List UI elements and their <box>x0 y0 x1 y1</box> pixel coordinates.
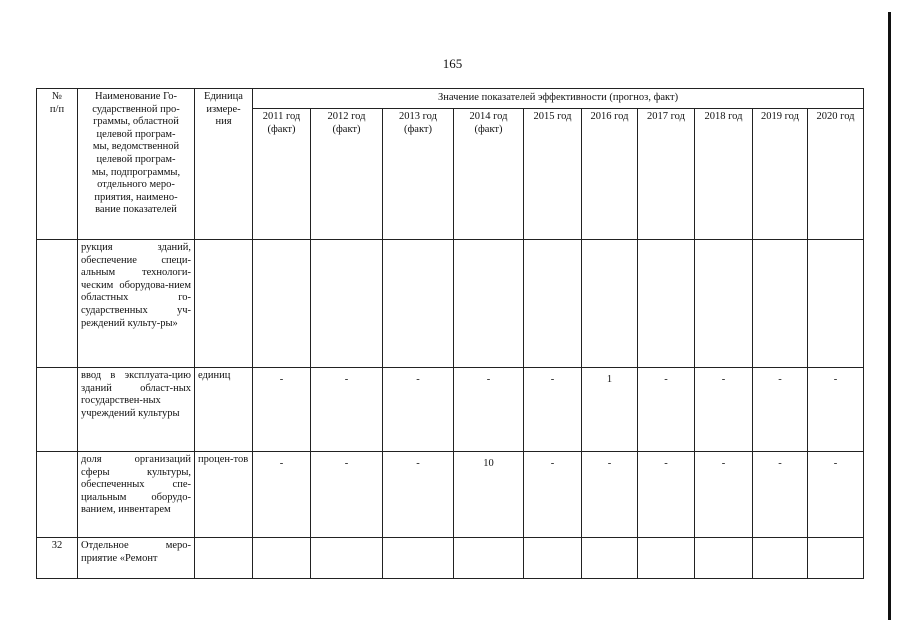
row-value <box>695 240 753 368</box>
table-row <box>37 452 864 538</box>
row-value: - <box>524 452 582 538</box>
row-value <box>753 538 808 579</box>
row-value <box>695 538 753 579</box>
row-value: - <box>695 368 753 452</box>
row-value: - <box>253 368 311 452</box>
scan-edge-line <box>888 12 891 620</box>
header-year: 2012 год (факт) <box>311 109 383 240</box>
row-num <box>37 240 78 368</box>
row-name: ввод в эксплуата-цию зданий област-ных государствен-ных учреждений культуры <box>78 368 195 452</box>
row-name: рукция зданий, обеспечение специ-альным технологи-ческим оборудова-нием областных го-сударственных уч-реждений культу-ры» <box>78 240 195 368</box>
row-num <box>37 452 78 538</box>
row-name: Отдельное меро-приятие «Ремонт <box>78 538 195 579</box>
header-unit: Единица измере- ния <box>195 89 253 240</box>
row-value: - <box>253 452 311 538</box>
table-row <box>37 240 864 368</box>
row-unit <box>195 538 253 579</box>
header-group: Значение показателей эффективности (прогноз, факт) <box>253 89 864 109</box>
row-name: доля организаций сферы культуры, обеспеченных спе-циальным оборудо-ванием, инвентарем <box>78 452 195 538</box>
row-value: - <box>311 368 383 452</box>
row-unit: процен-тов <box>195 452 253 538</box>
row-num: 32 <box>37 538 78 579</box>
row-value <box>253 538 311 579</box>
row-value <box>311 240 383 368</box>
row-value: - <box>638 452 695 538</box>
header-year: 2019 год <box>753 109 808 240</box>
row-value <box>808 538 864 579</box>
row-value: - <box>524 368 582 452</box>
indicators-table <box>36 88 864 579</box>
row-value: - <box>808 452 864 538</box>
row-num <box>37 368 78 452</box>
row-value <box>454 538 524 579</box>
header-year: 2014 год (факт) <box>454 109 524 240</box>
row-value <box>524 240 582 368</box>
header-year: 2013 год (факт) <box>383 109 454 240</box>
header-year: 2018 год <box>695 109 753 240</box>
header-year: 2016 год <box>582 109 638 240</box>
row-value <box>454 240 524 368</box>
row-value: 1 <box>582 368 638 452</box>
header-year: 2020 год <box>808 109 864 240</box>
row-value: - <box>638 368 695 452</box>
row-value: - <box>582 452 638 538</box>
row-value <box>638 240 695 368</box>
row-value <box>638 538 695 579</box>
row-value <box>383 538 454 579</box>
row-value <box>524 538 582 579</box>
header-year: 2011 год (факт) <box>253 109 311 240</box>
row-value: - <box>753 368 808 452</box>
row-value <box>808 240 864 368</box>
row-value <box>253 240 311 368</box>
header-year: 2015 год <box>524 109 582 240</box>
row-value: - <box>695 452 753 538</box>
header-name: Наименование Го- сударственной про- граммы, областной целевой програм- мы, ведомственной целевой програм- мы, подпрограммы, отдельного меро- приятия, наимено- вание показателей <box>78 89 195 240</box>
page-number: 165 <box>442 56 463 71</box>
header-num: № п/п <box>37 89 78 240</box>
row-unit: единиц <box>195 368 253 452</box>
table-row <box>37 538 864 579</box>
table-row <box>37 368 864 452</box>
row-value <box>383 240 454 368</box>
row-value: - <box>383 452 454 538</box>
row-value: - <box>383 368 454 452</box>
row-value <box>582 538 638 579</box>
row-value: - <box>311 452 383 538</box>
row-value: - <box>808 368 864 452</box>
row-value: 10 <box>454 452 524 538</box>
row-unit <box>195 240 253 368</box>
row-value: - <box>753 452 808 538</box>
row-value <box>753 240 808 368</box>
row-value <box>582 240 638 368</box>
header-year: 2017 год <box>638 109 695 240</box>
row-value: - <box>454 368 524 452</box>
row-value <box>311 538 383 579</box>
